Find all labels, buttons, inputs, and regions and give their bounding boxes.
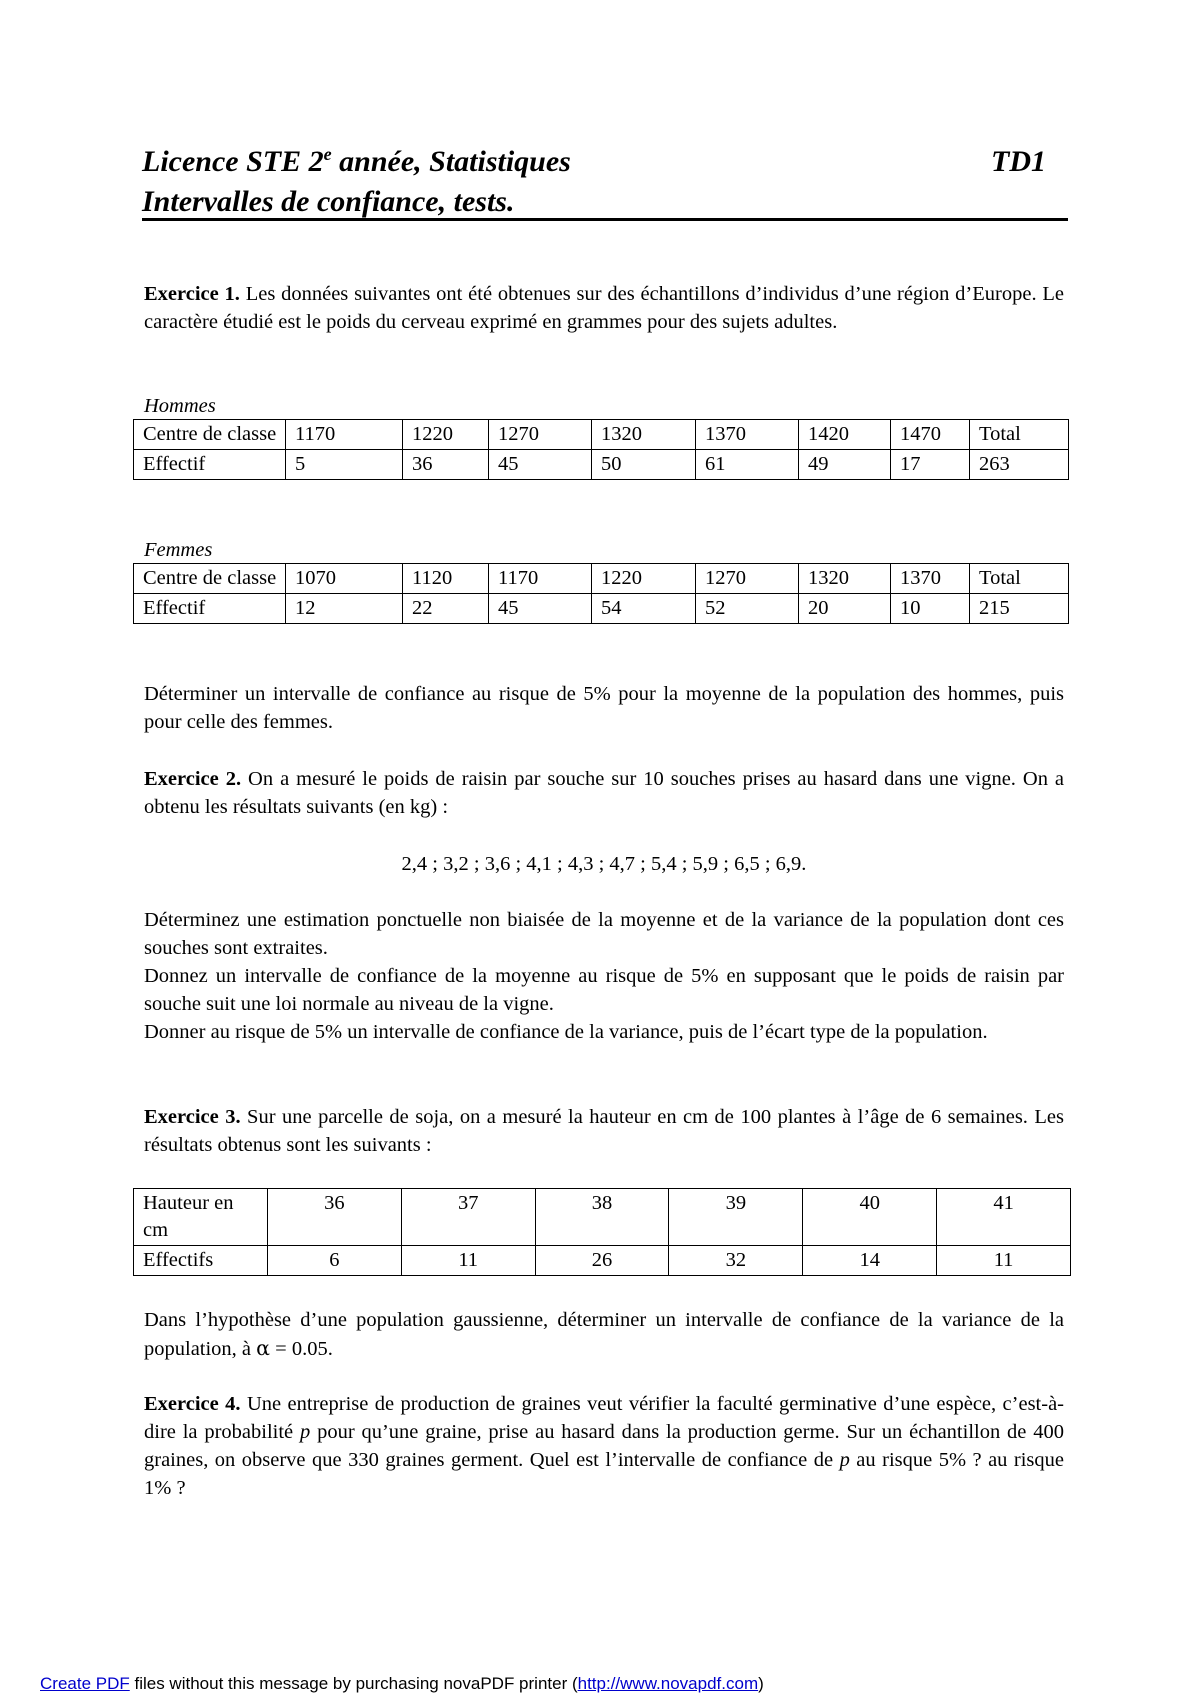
table-cell: 14 bbox=[803, 1246, 937, 1276]
exercise-2-values: 2,4 ; 3,2 ; 3,6 ; 4,1 ; 4,3 ; 4,7 ; 5,4 ; 5,9 ; 6,5 ; 6,9. bbox=[401, 853, 807, 875]
table-cell: 39 bbox=[669, 1189, 803, 1246]
footer-text-end: ) bbox=[758, 1674, 764, 1693]
table-cell: 50 bbox=[592, 450, 696, 480]
table-cell: 1220 bbox=[403, 420, 489, 450]
table-row bbox=[134, 450, 1069, 480]
table-cell: 49 bbox=[799, 450, 891, 480]
course-title bbox=[142, 142, 1064, 182]
table-cell: 1170 bbox=[286, 420, 403, 450]
header-rule bbox=[142, 218, 1068, 221]
femmes-table bbox=[133, 563, 1069, 624]
exercise-2-statement bbox=[144, 765, 1064, 821]
exercise-1-question: Déterminer un intervalle de confiance au risque de 5% pour la moyenne de la population des hommes, puis pour celle des femmes. bbox=[144, 683, 1064, 733]
exercise-2-label: Exercice 2. bbox=[144, 768, 242, 790]
table-cell: 11 bbox=[401, 1246, 535, 1276]
alpha-symbol: α bbox=[256, 1336, 271, 1360]
exercise-1-question-block bbox=[144, 680, 1064, 736]
table-cell: 41 bbox=[937, 1189, 1071, 1246]
table-cell: Total bbox=[970, 420, 1069, 450]
exercise-1-text: Les données suivantes ont été obtenues sur des échantillons d’individus d’une région d’Europe. Le caractère étudié est le poids du cerveau exprimé en grammes pour des sujets adultes. bbox=[144, 283, 1064, 333]
table-cell: 1270 bbox=[489, 420, 592, 450]
table-cell: 1420 bbox=[799, 420, 891, 450]
create-pdf-link[interactable]: Create PDF bbox=[40, 1674, 130, 1693]
exercise-4-statement bbox=[144, 1390, 1064, 1502]
table-row bbox=[134, 1246, 1071, 1276]
table-cell: 1320 bbox=[592, 420, 696, 450]
table-row bbox=[134, 594, 1069, 624]
exercise-3-statement bbox=[144, 1103, 1064, 1159]
table-cell: Effectif bbox=[134, 450, 286, 480]
exercise-4-text: Une entreprise de production de graines veut vérifier la faculté germinative d’une espèce, c’est-à-dire la probabilité bbox=[144, 1393, 1065, 1443]
exercise-1 bbox=[144, 280, 1064, 336]
table-cell: 1220 bbox=[592, 564, 696, 594]
table-cell: 36 bbox=[267, 1189, 401, 1246]
table-cell: 1320 bbox=[799, 564, 891, 594]
exercise-3-question-block bbox=[144, 1306, 1064, 1363]
pdf-footer bbox=[40, 1674, 764, 1694]
exercise-2 bbox=[144, 765, 1064, 821]
table-cell: 215 bbox=[970, 594, 1069, 624]
document-header bbox=[142, 142, 1064, 222]
exercise-3-label: Exercice 3. bbox=[144, 1106, 241, 1128]
td-label: TD1 bbox=[991, 145, 1046, 178]
exercise-2-question-2: Donnez un intervalle de confiance de la moyenne au risque de 5% en supposant que le poids de raisin par souche suit une loi normale au niveau de la vigne. bbox=[144, 965, 1064, 1015]
table-cell: Hauteur en cm bbox=[134, 1189, 268, 1246]
table-cell: Effectif bbox=[134, 594, 286, 624]
exercise-3-question-end: = 0.05. bbox=[270, 1338, 333, 1360]
table-cell: 36 bbox=[403, 450, 489, 480]
table-cell: 1370 bbox=[696, 420, 799, 450]
femmes-label: Femmes bbox=[144, 539, 213, 561]
table-cell: 6 bbox=[267, 1246, 401, 1276]
exercise-2-text: On a mesuré le poids de raisin par souche sur 10 souches prises au hasard dans une vigne. On a obtenu les résultats suivants (en kg) : bbox=[144, 768, 1065, 818]
table-cell: Effectifs bbox=[134, 1246, 268, 1276]
exercise-1-statement bbox=[144, 280, 1064, 336]
table-cell: 32 bbox=[669, 1246, 803, 1276]
table-cell: 1470 bbox=[891, 420, 970, 450]
exercise-4-label: Exercice 4. bbox=[144, 1393, 241, 1415]
table-cell: 17 bbox=[891, 450, 970, 480]
table-cell: 11 bbox=[937, 1246, 1071, 1276]
table-cell: 22 bbox=[403, 594, 489, 624]
table-cell: 45 bbox=[489, 594, 592, 624]
exercise-2-question-1: Déterminez une estimation ponctuelle non biaisée de la moyenne et de la variance de la population dont ces souches sont extraites. bbox=[144, 909, 1064, 959]
exercise-3 bbox=[144, 1103, 1064, 1159]
table-row bbox=[134, 564, 1069, 594]
table-cell: Centre de classe bbox=[134, 564, 286, 594]
table-cell: 26 bbox=[535, 1246, 669, 1276]
course-title-superscript: e bbox=[323, 144, 332, 164]
table-cell: 12 bbox=[286, 594, 403, 624]
table-cell: 1170 bbox=[489, 564, 592, 594]
table-cell: 45 bbox=[489, 450, 592, 480]
table-cell: 1120 bbox=[403, 564, 489, 594]
table-cell: 1370 bbox=[891, 564, 970, 594]
exercise-4-text-end: au risque 5% ? au risque 1% ? bbox=[144, 1449, 1065, 1499]
hommes-label: Hommes bbox=[144, 395, 216, 417]
variable-p: p bbox=[839, 1449, 850, 1471]
course-title-text: Licence STE 2 bbox=[142, 145, 324, 178]
table-cell: Total bbox=[970, 564, 1069, 594]
table-cell: 61 bbox=[696, 450, 799, 480]
exercise-4-text-middle: pour qu’une graine, prise au hasard dans la production germe. Sur un échantillon de 400 graines, on observe que 330 graines germent. Quel est l’intervalle de confiance de bbox=[144, 1421, 1064, 1471]
document-subtitle: Intervalles de confiance, tests. bbox=[142, 185, 515, 218]
table-cell: 52 bbox=[696, 594, 799, 624]
exercise-3-text: Sur une parcelle de soja, on a mesuré la hauteur en cm de 100 plantes à l’âge de 6 semaines. Les résultats obtenus sont les suivants : bbox=[144, 1106, 1064, 1156]
exercise-2-questions bbox=[144, 906, 1064, 1046]
table-cell: 5 bbox=[286, 450, 403, 480]
table-cell: 1270 bbox=[696, 564, 799, 594]
table-cell: 40 bbox=[803, 1189, 937, 1246]
table-cell: Centre de classe bbox=[134, 420, 286, 450]
table-cell: 38 bbox=[535, 1189, 669, 1246]
table-row bbox=[134, 1189, 1071, 1246]
exercise-4 bbox=[144, 1390, 1064, 1502]
novapdf-link[interactable]: http://www.novapdf.com bbox=[577, 1674, 759, 1693]
exercise-1-label: Exercice 1. bbox=[144, 283, 240, 305]
table-cell: 20 bbox=[799, 594, 891, 624]
exercise-3-question bbox=[144, 1306, 1064, 1363]
table-cell: 10 bbox=[891, 594, 970, 624]
variable-p: p bbox=[299, 1421, 311, 1443]
table-cell: 263 bbox=[970, 450, 1069, 480]
course-title-rest: année, Statistiques bbox=[331, 145, 571, 178]
exercise-3-question-text: Dans l’hypothèse d’une population gaussienne, déterminer un intervalle de confiance de la variance de la population, à bbox=[144, 1309, 1064, 1360]
table-cell: 54 bbox=[592, 594, 696, 624]
table-cell: 1070 bbox=[286, 564, 403, 594]
hommes-table bbox=[133, 419, 1069, 480]
footer-text: files without this message by purchasing novaPDF printer ( bbox=[129, 1674, 578, 1693]
table-cell: 37 bbox=[401, 1189, 535, 1246]
exercise-2-values-block bbox=[144, 850, 1064, 878]
exercise-2-question-3: Donner au risque de 5% un intervalle de confiance de la variance, puis de l’écart type de la population. bbox=[144, 1021, 988, 1043]
soja-table bbox=[133, 1188, 1071, 1276]
table-row bbox=[134, 420, 1069, 450]
